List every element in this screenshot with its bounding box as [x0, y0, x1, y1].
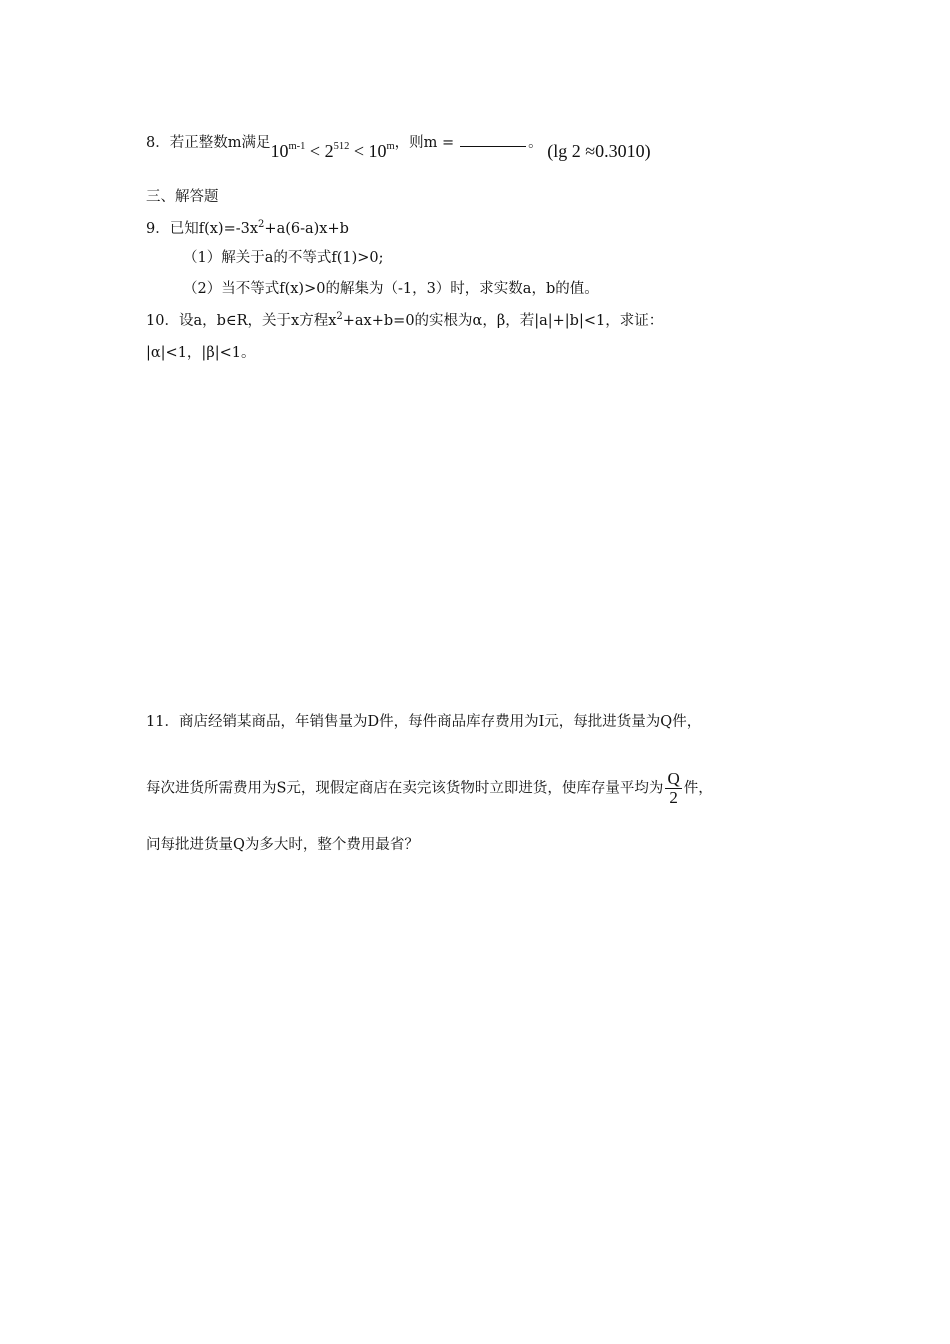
q8-then: ，则m = — [394, 135, 455, 151]
question-10-line-1: 10．设a，b∈R，关于x方程$x^2+ax+b=0$的实根为α，β，若|a|+|b|<1，求证： — [146, 311, 664, 329]
q8-inequality: $10^{m-1} < 2^{512} < 10^m$ — [270, 141, 395, 161]
question-8 — [146, 131, 651, 161]
question-11-line-1: 11．商店经销某商品，年销售量为D件，每件商品库存费用为I元，每批进货量为Q件， — [146, 714, 702, 730]
question-9-part-1: （1）解关于a的不等式f(1)>0; — [183, 250, 384, 266]
section-title: 三、解答题 — [146, 189, 219, 205]
q8-answer-blank — [460, 134, 526, 147]
question-11-line-3: 问每批进货量Q为多大时，整个费用最省？ — [146, 837, 419, 853]
question-9-stem: 9．已知$f(x)=-3x^2+a(6-a)x+b$ — [146, 219, 349, 237]
question-9-part-2: （2）当不等式f(x)>0的解集为（-1，3）时，求实数a，b的值。 — [183, 281, 599, 297]
question-11-line-2: 每次进货所需费用为S元，现假定商店在卖完该货物时立即进货，使库存量平均为 $\frac{Q}{2}$ 件， — [146, 769, 713, 807]
q8-hint: (lg 2 ≈0.3010) — [547, 141, 651, 161]
q11-fraction: $\frac{Q}{2}$ — [667, 769, 680, 807]
question-10-line-2: |α|<1，|β|<1。 — [146, 345, 256, 361]
q8-label: 8．若正整数m满足 — [146, 135, 271, 151]
q8-end: 。 — [528, 135, 543, 151]
